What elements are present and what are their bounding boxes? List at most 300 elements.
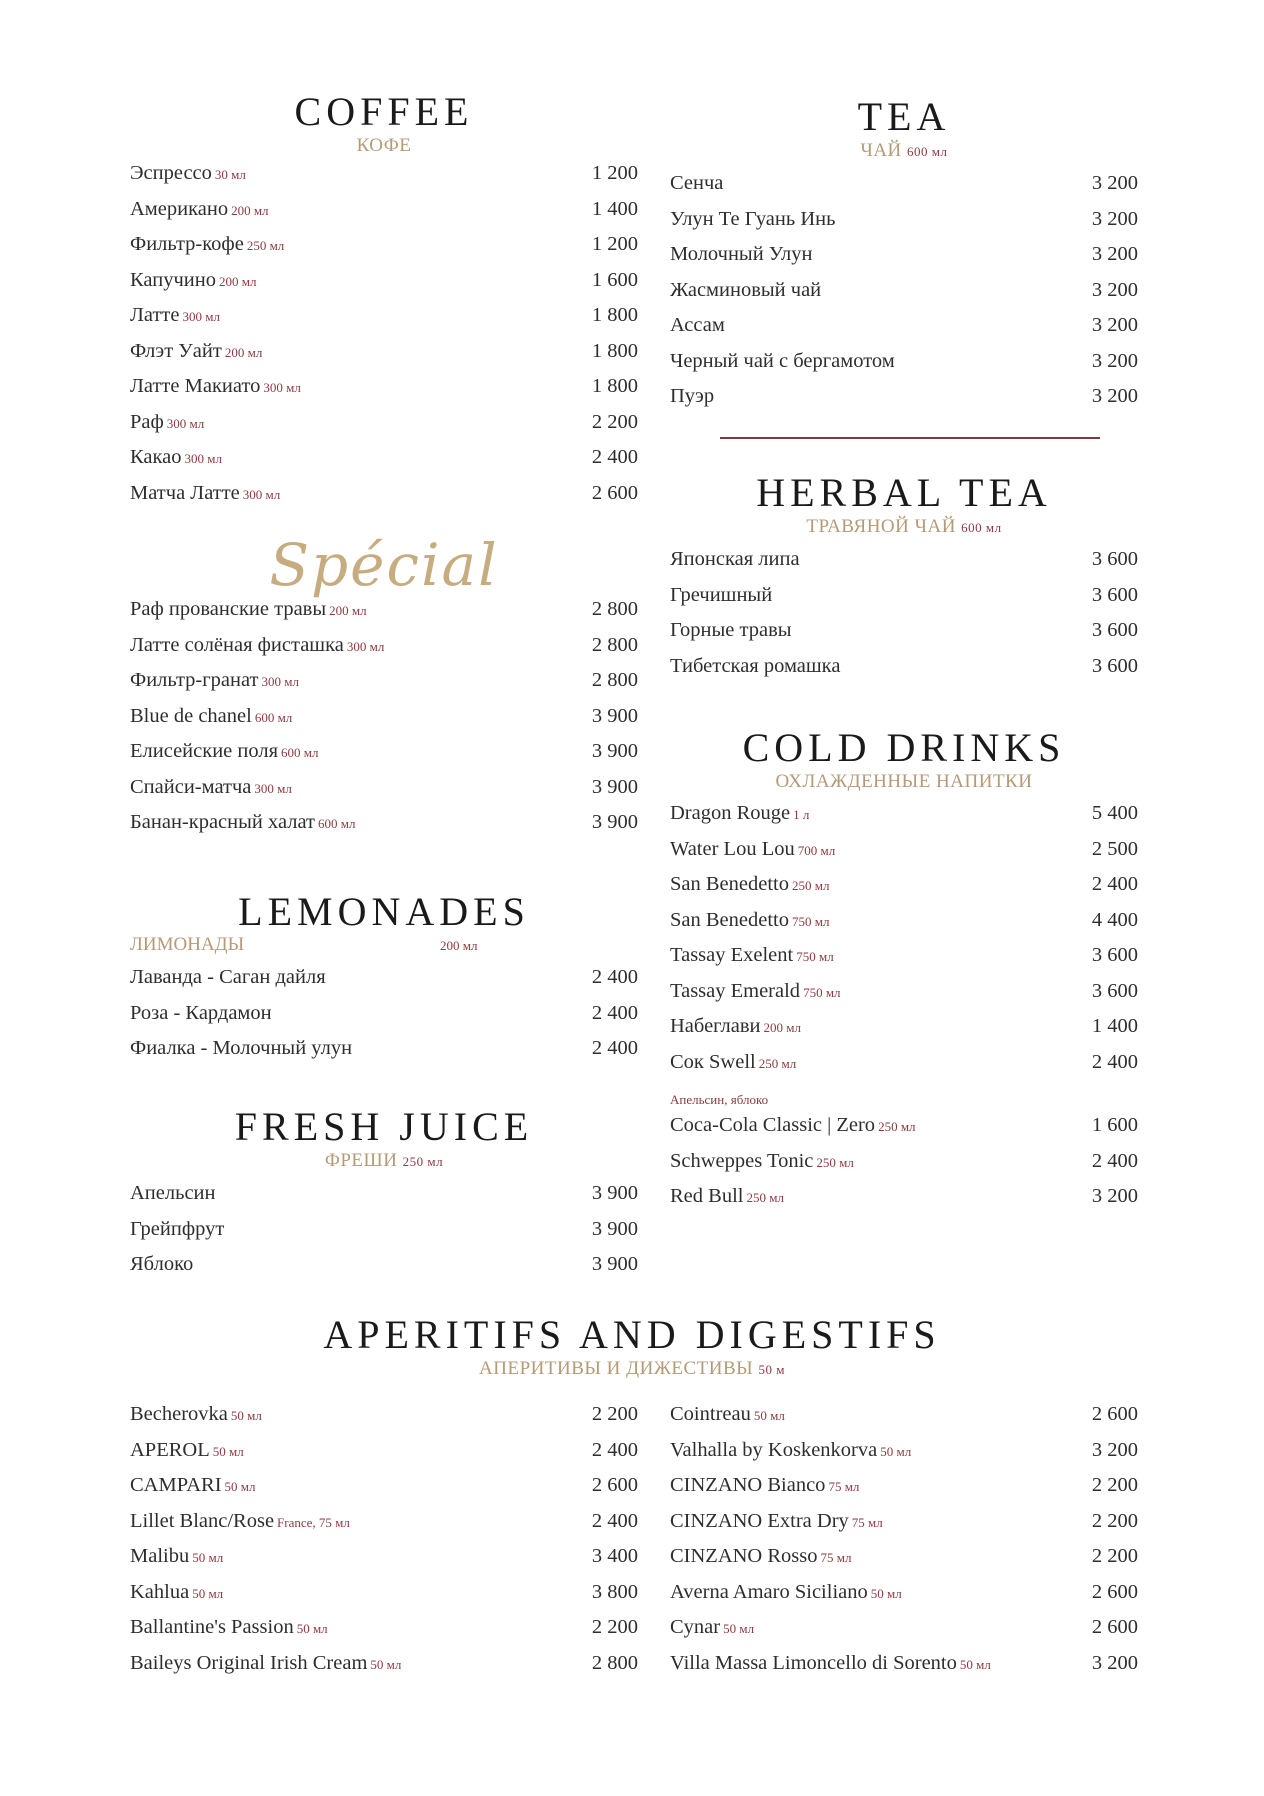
menu-item-price: 3 200 [1091, 207, 1138, 230]
menu-item-name: Американо [130, 197, 229, 220]
menu-item-label [130, 1616, 328, 1639]
menu-item-name: Tassay Exelent [670, 944, 794, 966]
menu-item-name: Coca-Cola Classic | Zero [670, 1114, 876, 1136]
herbal-tea-subtitle-row [670, 515, 1138, 540]
menu-item-name: Латте солёная фисташка [130, 633, 344, 656]
menu-item-volume: 750 мл [796, 949, 834, 964]
menu-item-name: Сок Swell [670, 1050, 756, 1073]
menu-item-volume: 250 мл [746, 1190, 784, 1205]
menu-item-volume: 200 мл [763, 1020, 801, 1035]
menu-item-label [670, 584, 772, 607]
menu-item-label [130, 1439, 244, 1462]
tea-list [670, 172, 1138, 421]
menu-item-name: San Benedetto [670, 873, 789, 895]
menu-item [670, 1015, 1138, 1051]
menu-item [670, 584, 1138, 620]
menu-item-name: Спайси-матча [130, 775, 252, 798]
menu-item-price: 3 200 [1091, 1185, 1138, 1207]
menu-item [670, 980, 1138, 1016]
menu-item [130, 1474, 638, 1510]
menu-item-name: Набеглави [670, 1015, 761, 1037]
menu-item-volume: 200 мл [231, 202, 269, 218]
menu-item-volume: 600 мл [318, 816, 356, 831]
menu-item-volume: 50 мл [192, 1585, 224, 1601]
cold-drinks-note: Апельсин, яблоко [670, 1092, 769, 1107]
menu-item-label [670, 838, 835, 861]
menu-item-name: CAMPARI [130, 1474, 222, 1496]
menu-item-name: Роза - Кардамон [130, 1001, 272, 1024]
menu-item-name: Пуэр [670, 385, 715, 407]
herbal-tea-section [670, 471, 1138, 690]
menu-item-name: Раф прованские травы [130, 598, 327, 620]
menu-item [130, 304, 638, 340]
menu-item-price: 3 900 [591, 811, 638, 833]
menu-item-label [670, 1581, 902, 1604]
tea-subtitle: ЧАЙ [860, 140, 902, 161]
menu-item-volume: 300 мл [346, 638, 385, 654]
cold-drinks-subtitle: ОХЛАЖДЕННЫЕ НАПИТКИ [775, 771, 1033, 792]
menu-item-name: Флэт Уайт [130, 339, 222, 362]
menu-item-price: 2 200 [1091, 1545, 1138, 1567]
menu-item-name: Фильтр-гранат [130, 669, 259, 691]
menu-item-price: 3 400 [591, 1545, 638, 1567]
menu-item-name: Тибетская ромашка [670, 654, 841, 677]
right-column [670, 0, 1138, 1796]
menu-item-price: 2 400 [591, 966, 638, 988]
menu-item-label [670, 279, 821, 302]
menu-item-label [670, 208, 835, 231]
menu-item-price: 2 800 [591, 1651, 638, 1674]
aperitifs-left-section [130, 1395, 638, 1687]
menu-item-price: 2 800 [591, 598, 638, 620]
menu-item-name: Valhalla by Koskenkorva [670, 1438, 878, 1461]
menu-item-price: 2 200 [591, 1616, 638, 1638]
aperitifs-header [0, 1313, 1264, 1382]
menu-item-name: Гречишный [670, 583, 773, 606]
menu-item-name: Kahlua [130, 1580, 190, 1603]
menu-item-price: 2 400 [591, 1001, 638, 1024]
lemonades-section [130, 890, 638, 1073]
menu-item-name: Villa Massa Limoncello di Sorento [670, 1651, 957, 1674]
menu-item-volume: 50 мл [224, 1479, 256, 1494]
menu-item-price: 1 600 [591, 268, 638, 291]
menu-item-price: 3 200 [1091, 243, 1138, 265]
menu-item-volume: 300 мл [242, 486, 281, 502]
menu-item-name: Averna Amaro Siciliano [670, 1580, 868, 1603]
menu-item [670, 944, 1138, 980]
menu-item-price: 2 600 [1091, 1580, 1138, 1603]
menu-item-label [130, 1403, 262, 1426]
menu-item-label [130, 411, 204, 434]
menu-item-label [130, 1510, 350, 1533]
fresh-juice-list [130, 1182, 638, 1289]
herbal-tea-subtitle: ТРАВЯНОЙ ЧАЙ [806, 516, 956, 537]
menu-item [670, 314, 1138, 350]
menu-item-volume: 300 мл [184, 451, 222, 466]
menu-item-price: 2 600 [591, 481, 638, 504]
menu-item-price: 3 900 [591, 1253, 638, 1275]
menu-item-price: 3 600 [1091, 654, 1138, 677]
menu-item-label [130, 1545, 223, 1568]
menu-item-volume: 250 мл [816, 1154, 854, 1170]
aperitifs-subtitle: АПЕРИТИВЫ И ДИЖЕСТИВЫ [479, 1358, 754, 1379]
menu-item-label [670, 1015, 801, 1038]
menu-item-label [130, 1253, 193, 1276]
aperitifs-title: APERITIFS AND DIGESTIFS [323, 1312, 941, 1357]
menu-item-label [130, 1002, 272, 1025]
menu-item [670, 350, 1138, 386]
menu-item [670, 279, 1138, 315]
coffee-subtitle: КОФЕ [356, 135, 412, 156]
fresh-juice-volume: 250 мл [402, 1154, 444, 1169]
menu-item-label [670, 1051, 796, 1074]
menu-item-price: 1 200 [591, 233, 638, 255]
menu-item [670, 1185, 1138, 1221]
menu-item [670, 1439, 1138, 1475]
aperitifs-volume: 50 м [758, 1362, 785, 1377]
menu-item-label [670, 1185, 784, 1208]
menu-item-name: CINZANO Rosso [670, 1545, 818, 1567]
menu-item-label [130, 198, 269, 221]
menu-item-price: 2 400 [591, 1438, 638, 1461]
menu-item-name: Cynar [670, 1616, 721, 1638]
menu-item [130, 1439, 638, 1475]
menu-item-volume: 200 мл [218, 273, 257, 289]
menu-item-name: Матча Латте [130, 481, 240, 504]
menu-item-label [670, 1114, 916, 1137]
coffee-section [130, 90, 638, 517]
menu-item-name: Капучино [130, 268, 216, 291]
cold-drinks-section [670, 726, 1138, 1221]
menu-item-price: 3 600 [1091, 548, 1138, 570]
menu-item-label [130, 304, 220, 327]
menu-item-price: 3 800 [591, 1580, 638, 1603]
menu-item-name: Улун Те Гуань Инь [670, 207, 836, 230]
menu-item-label [670, 548, 800, 571]
menu-item-price: 3 200 [1091, 278, 1138, 301]
menu-item-volume: 75 мл [820, 1550, 852, 1565]
menu-item-volume: 50 мл [870, 1585, 902, 1601]
menu-item-volume: 250 мл [758, 1055, 797, 1071]
menu-item-name: Раф [130, 410, 164, 433]
menu-item-name: Грейпфрут [130, 1217, 225, 1240]
menu-item-name: Апельсин [130, 1182, 216, 1204]
cold-drinks-list [670, 802, 1138, 1086]
menu-item-name: Malibu [130, 1545, 190, 1567]
menu-item-price: 2 800 [591, 669, 638, 691]
menu-item [130, 669, 638, 705]
lemonades-title: LEMONADES [238, 889, 530, 934]
menu-item [130, 1403, 638, 1439]
menu-item-price: 3 900 [591, 1182, 638, 1204]
menu-item-label [130, 1581, 223, 1604]
menu-item-label [130, 740, 318, 763]
menu-item-volume: 600 мл [281, 745, 319, 760]
menu-item-label [130, 1474, 256, 1497]
menu-item [130, 482, 638, 518]
menu-item-volume: 50 мл [212, 1443, 244, 1459]
lemonades-list [130, 966, 638, 1073]
menu-item [130, 1002, 638, 1038]
menu-item [670, 1150, 1138, 1186]
menu-item [130, 966, 638, 1002]
menu-item [130, 233, 638, 269]
menu-item-label [670, 619, 792, 642]
menu-item-volume: 300 мл [166, 415, 205, 431]
menu-item [130, 1616, 638, 1652]
menu-item-label [670, 243, 812, 266]
menu-item-volume: 75 мл [851, 1514, 883, 1530]
menu-item-label [130, 482, 280, 505]
menu-item [130, 1182, 638, 1218]
menu-item-volume: 200 мл [329, 603, 367, 618]
lemonades-subtitle: ЛИМОНАДЫ [130, 934, 245, 955]
menu-item [670, 1510, 1138, 1546]
menu-item [130, 1652, 638, 1688]
menu-item [130, 269, 638, 305]
menu-item [670, 243, 1138, 279]
menu-item-name: Baileys Original Irish Cream [130, 1651, 368, 1674]
menu-item-label [130, 162, 246, 185]
lemonades-volume: 200 мл [440, 938, 478, 953]
menu-item-price: 1 600 [1091, 1114, 1138, 1136]
menu-item-label [670, 802, 809, 825]
menu-item-label [670, 944, 834, 967]
menu-item-volume: 30 мл [214, 167, 246, 182]
menu-item-price: 2 800 [591, 633, 638, 656]
menu-item-price: 3 200 [1091, 1438, 1138, 1461]
menu-item-label [670, 873, 829, 896]
menu-item [670, 1114, 1138, 1150]
menu-item-volume: 700 мл [797, 842, 836, 858]
menu-item [670, 548, 1138, 584]
menu-item-price: 2 400 [1091, 873, 1138, 895]
menu-item-name: Blue de chanel [130, 704, 252, 727]
menu-item-price: 4 400 [1091, 908, 1138, 931]
menu-item-volume: 200 мл [224, 344, 263, 360]
menu-item-price: 2 400 [591, 446, 638, 468]
herbal-tea-volume: 600 мл [961, 520, 1002, 535]
menu-item-price: 3 200 [1091, 1651, 1138, 1674]
menu-item-name: Горные травы [670, 619, 792, 641]
herbal-tea-list [670, 548, 1138, 690]
menu-item-price: 3 900 [591, 704, 638, 727]
menu-item-name: San Benedetto [670, 908, 789, 931]
menu-item [130, 1253, 638, 1289]
cold-drinks-list-2 [670, 1114, 1138, 1221]
menu-item-label [670, 1616, 754, 1639]
menu-item-name: Жасминовый чай [670, 278, 822, 301]
menu-item-volume: 250 мл [246, 238, 285, 253]
aperitifs-subtitle-row [0, 1357, 1264, 1382]
menu-item-label [130, 375, 301, 398]
menu-item-name: Lillet Blanc/Rose [130, 1509, 275, 1532]
menu-item-price: 1 800 [591, 304, 638, 326]
menu-item-name: Молочный Улун [670, 243, 813, 265]
menu-item-price: 3 200 [1091, 349, 1138, 372]
menu-item [130, 411, 638, 447]
menu-item-label [670, 172, 723, 195]
menu-item-volume: 300 мл [182, 309, 220, 324]
menu-item-price: 2 400 [591, 1037, 638, 1059]
menu-item-price: 3 600 [1091, 979, 1138, 1002]
menu-item-label [670, 350, 895, 373]
menu-item-price: 2 400 [1091, 1050, 1138, 1073]
menu-item [130, 340, 638, 376]
menu-item-price: 5 400 [1091, 802, 1138, 824]
menu-item-name: Ассам [670, 314, 725, 336]
menu-item [670, 655, 1138, 691]
aperitifs-right-section [670, 1395, 1138, 1687]
menu-item-name: Банан-красный халат [130, 811, 316, 833]
menu-item-name: Какао [130, 446, 182, 468]
cold-drinks-title: COLD DRINKS [742, 725, 1066, 770]
menu-item-price: 2 600 [1091, 1403, 1138, 1425]
menu-item-label [130, 669, 299, 692]
menu-item [130, 1218, 638, 1254]
menu-item-price: 2 200 [1091, 1474, 1138, 1496]
menu-item [670, 1616, 1138, 1652]
herbal-tea-title: HERBAL TEA [756, 470, 1052, 515]
menu-item-volume: 1 л [793, 807, 810, 822]
menu-item-label [130, 233, 284, 256]
menu-item-price: 3 200 [1091, 314, 1138, 336]
menu-item-name: Water Lou Lou [670, 837, 795, 860]
menu-item [670, 873, 1138, 909]
tea-divider [720, 437, 1100, 439]
tea-title: TEA [857, 94, 951, 139]
menu-item-name: Cointreau [670, 1403, 751, 1425]
menu-item [130, 162, 638, 198]
menu-item-volume: 50 мл [959, 1656, 991, 1672]
menu-item-price: 3 600 [1091, 619, 1138, 641]
menu-item [130, 598, 638, 634]
menu-item [670, 385, 1138, 421]
menu-item-volume: 50 мл [723, 1621, 755, 1636]
special-section [130, 530, 638, 847]
menu-item-name: Яблоко [130, 1253, 194, 1275]
menu-item-label [130, 776, 292, 799]
menu-item-volume: 300 мл [254, 780, 292, 796]
special-list [130, 598, 638, 847]
menu-item-name: Елисейские поля [130, 740, 279, 762]
fresh-juice-subtitle-row [130, 1149, 638, 1174]
menu-item-name: Ballantine's Passion [130, 1616, 294, 1638]
menu-item-price: 3 200 [1091, 385, 1138, 407]
menu-item-label [670, 1150, 854, 1173]
fresh-juice-title: FRESH JUICE [234, 1104, 534, 1149]
menu-item-name: Лаванда - Саган дайля [130, 966, 326, 988]
menu-item-name: Red Bull [670, 1185, 744, 1207]
menu-item [130, 811, 638, 847]
menu-item-price: 2 400 [1091, 1149, 1138, 1172]
menu-item-name: Латте [130, 304, 180, 326]
menu-item [130, 446, 638, 482]
menu-item-label [670, 655, 840, 678]
menu-item-label [130, 1182, 216, 1205]
menu-item-volume: 50 мл [880, 1443, 912, 1459]
menu-item-volume: 250 мл [792, 878, 830, 893]
menu-item [130, 1581, 638, 1617]
menu-item-name: Черный чай с бергамотом [670, 349, 895, 372]
special-title: Spécial [269, 531, 499, 599]
menu-item-name: Латте Макиато [130, 375, 261, 397]
tea-volume: 600 мл [907, 144, 948, 159]
menu-item-name: Фиалка - Молочный улун [130, 1037, 353, 1059]
menu-item [130, 375, 638, 411]
menu-item-name: Сенча [670, 172, 724, 194]
menu-item-label [670, 1403, 785, 1426]
menu-item [130, 634, 638, 670]
menu-item-label [130, 634, 384, 657]
menu-item [670, 1545, 1138, 1581]
menu-item [670, 1581, 1138, 1617]
menu-item-name: CINZANO Extra Dry [670, 1509, 849, 1532]
menu-item-price: 3 600 [1091, 944, 1138, 966]
menu-item-volume: 50 мл [370, 1656, 402, 1672]
menu-item [670, 1652, 1138, 1688]
menu-item-label [670, 1510, 883, 1533]
menu-item-label [130, 1652, 401, 1675]
menu-item-price: 2 400 [591, 1509, 638, 1532]
menu-item [670, 172, 1138, 208]
menu-item-name: Японская липа [670, 548, 800, 570]
menu-item-volume: 50 мл [296, 1621, 328, 1636]
menu-item-label [670, 1652, 991, 1675]
menu-item-label [670, 909, 829, 932]
coffee-title: COFFEE [294, 89, 474, 134]
menu-item-label [130, 269, 256, 292]
menu-item-price: 1 800 [591, 339, 638, 362]
menu-item-price: 3 900 [591, 775, 638, 798]
menu-item-price: 2 200 [591, 1403, 638, 1425]
menu-item [670, 909, 1138, 945]
menu-item [130, 198, 638, 234]
menu-item-price: 2 200 [1091, 1509, 1138, 1532]
menu-item-volume: 750 мл [792, 913, 830, 929]
menu-item-volume: 75 мл [828, 1479, 860, 1494]
menu-item-price: 3 600 [1091, 583, 1138, 606]
menu-item [670, 838, 1138, 874]
tea-subtitle-row [670, 139, 1138, 164]
menu-item-price: 3 900 [591, 740, 638, 762]
menu-item [670, 802, 1138, 838]
menu-item-label [670, 980, 841, 1003]
menu-item-label [670, 385, 714, 408]
tea-section [670, 95, 1138, 421]
menu-item-label [130, 966, 326, 989]
menu-item-price: 1 200 [591, 162, 638, 184]
coffee-list [130, 162, 638, 517]
menu-item-name: Эспрессо [130, 162, 212, 184]
menu-item-label [130, 340, 262, 363]
aperitifs-right-list [670, 1403, 1138, 1687]
menu-item-label [670, 1545, 851, 1568]
menu-item-label [130, 1037, 352, 1060]
menu-item-label [130, 705, 292, 728]
menu-item-volume: 50 мл [753, 1408, 785, 1423]
menu-item-volume: 50 мл [192, 1550, 224, 1565]
menu-item-name: Dragon Rouge [670, 802, 791, 824]
menu-item [130, 776, 638, 812]
menu-item-label [130, 811, 355, 834]
menu-item [670, 1051, 1138, 1087]
menu-item [130, 705, 638, 741]
menu-item-label [670, 1474, 859, 1497]
menu-item-price: 3 900 [591, 1217, 638, 1240]
menu-item-price: 2 600 [1091, 1616, 1138, 1638]
menu-item-label [130, 598, 367, 621]
